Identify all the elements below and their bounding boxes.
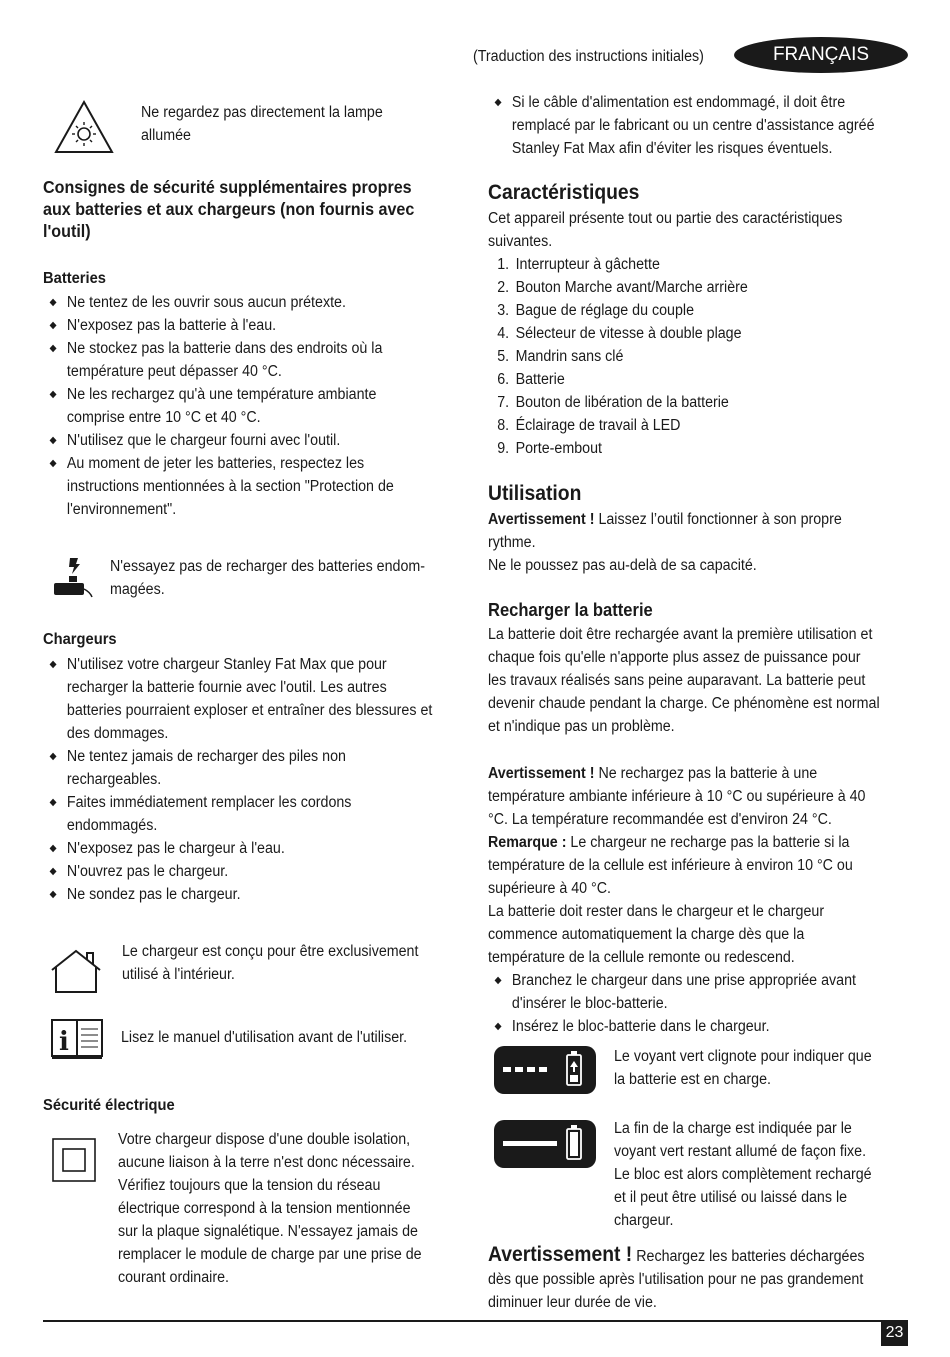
list-item: ◆ Ne sondez pas le chargeur. [43,883,466,906]
list-item: 1. Interrupteur à gâchette [497,256,660,273]
charged-text: La fin de la charge est indiquée par le voyant vert restant allumé de façon fixe. Le bloc est alors complètement rechargé et il peut être utilisé ou laissé dans le chargeur. [614,1120,872,1229]
batteries-label: Batteries [43,270,107,287]
list-item: ◆ Faites immédiatement remplacer les cordons endommagés. [43,791,466,837]
charge-steps [488,969,893,1038]
electrical-safety-label: Sécurité électrique [43,1097,175,1114]
list-item: ◆ Ne tentez de les ouvrir sous aucun prétexte. [43,291,466,314]
lamp-warning-icon [53,99,115,155]
indoor-use-icon [50,948,102,994]
chargers-label: Chargeurs [43,631,117,648]
list-item: 9. Porte-embout [497,440,603,457]
charging-indicator-icon [494,1046,596,1094]
list-item: ◆ Au moment de jeter les batteries, respectez les instructions mentionnées à la section "Protection de l'environnement". [43,452,466,521]
features-intro: Cet appareil présente tout ou partie des caractéristiques suivantes. [488,210,843,250]
battery-safety-heading: Consignes de sécurité supplémentaires propres aux batteries et aux chargeurs (non fournis avec l'outil) [43,177,415,241]
list-item: ◆ Ne stockez pas la batterie dans des endroits où la température peut dépasser 40 °C. [43,337,466,383]
features-heading: Caractéristiques [488,181,640,204]
list-item: 4. Sélecteur de vitesse à double plage [497,325,742,342]
list-item: ◆ Insérez le bloc-batterie dans le chargeur. [488,1015,893,1038]
charged-indicator-icon [494,1120,596,1168]
list-item: ◆ N'ouvrez pas le chargeur. [43,860,466,883]
final-warning: Avertissement ! Rechargez les batteries déchargées dès que possible après l'utilisation pour ne pas grandement diminuer leur durée de vie. [488,1243,865,1311]
indoor-note: Le chargeur est conçu pour être exclusivement utilisé à l'intérieur. [122,943,419,983]
svg-text:i: i [59,1027,69,1057]
page-number: 23 [881,1320,908,1346]
list-item: 3. Bague de réglage du couple [497,302,695,319]
list-item: ◆ Branchez le chargeur dans une prise appropriée avant d'insérer le bloc-batterie. [488,969,893,1015]
charging-text: Le voyant vert clignote pour indiquer que la batterie est en charge. [614,1048,872,1088]
list-item: 6. Batterie [497,371,565,388]
list-item: ◆ Si le câble d'alimentation est endommagé, il doit être remplacé par le fabricant ou un centre d'assistance agréé Stanley Fat Max afin d'éviter les risques éventuels. [488,91,893,160]
usage-text: Avertissement ! Laissez l’outil fonctionner à son propre rythme. Ne le poussez pas au-delà de sa capacité. [488,511,842,574]
double-insulation-icon [51,1137,97,1183]
electrical-safety-text: Votre chargeur dispose d'une double isolation, aucune liaison à la terre n'est donc nécessaire. Vérifiez toujours que la tension du réseau électrique correspond à la tension mentionnée sur la plaque signalétique. N'essayez jamais de remplacer le module de charge par une prise de courant ordinaire. [118,1131,422,1286]
list-item: ◆ N'utilisez que le chargeur fourni avec l'outil. [43,429,466,452]
charge-paragraph: La batterie doit être rechargée avant la première utilisation et chaque fois qu'elle n'apporte plus assez de puissance pour les travaux réalisés sans peine auparavant. La batterie peut devenir chaude pendant la charge. Ce phénomène est normal et n'indique pas un problème. [488,626,880,735]
list-item: ◆ N'utilisez votre chargeur Stanley Fat Max que pour recharger la batterie fournie avec l'outil. Les autres batteries pourraient exploser et entraîner des blessures et des dommages. [43,653,466,745]
lamp-warning-text: Ne regardez pas directement la lampe allumée [141,104,383,144]
list-item: 2. Bouton Marche avant/Marche arrière [497,279,748,296]
list-item: 5. Mandrin sans clé [497,348,624,365]
footer-rule [43,1320,907,1322]
usage-heading: Utilisation [488,482,582,505]
list-item: ◆ N'exposez pas le chargeur à l'eau. [43,837,466,860]
cable-list [488,91,893,160]
damaged-battery-text: N'essayez pas de recharger des batteries endom- magées. [110,558,426,598]
chargers-list [43,653,466,906]
list-item: 7. Bouton de libération de la batterie [497,394,729,411]
features-list [488,253,748,460]
damaged-battery-icon [52,556,96,600]
batteries-list [43,291,466,521]
temperature-warning: Avertissement ! Ne rechargez pas la batterie à une température ambiante inférieure à 10 °C ou supérieure à 40 °C. La température recommandée est d'environ 24 °C. Remarque : Le chargeur ne recharge pas la batterie si la température de la cellule est inférieure à environ 10 °C ou supérieure à 40 °C. La batterie doit rester dans le chargeur et le chargeur commence automatiquement la charge dès que la température de la cellule remonte ou redescend. [488,765,866,966]
manual-book-icon [50,1018,104,1060]
manual-note: Lisez le manuel d'utilisation avant de l'utiliser. [121,1029,408,1046]
list-item: ◆ Ne tentez jamais de recharger des piles non rechargeables. [43,745,466,791]
language-badge [734,37,908,73]
list-item: ◆ Ne les rechargez qu'à une température ambiante comprise entre 10 °C et 40 °C. [43,383,466,429]
charge-heading: Recharger la batterie [488,600,653,620]
list-item: ◆ N'exposez pas la batterie à l'eau. [43,314,466,337]
header-subtitle: (Traduction des instructions initiales) [473,48,704,65]
list-item: 8. Éclairage de travail à LED [497,417,681,434]
language-label: FRANÇAIS [772,44,870,65]
